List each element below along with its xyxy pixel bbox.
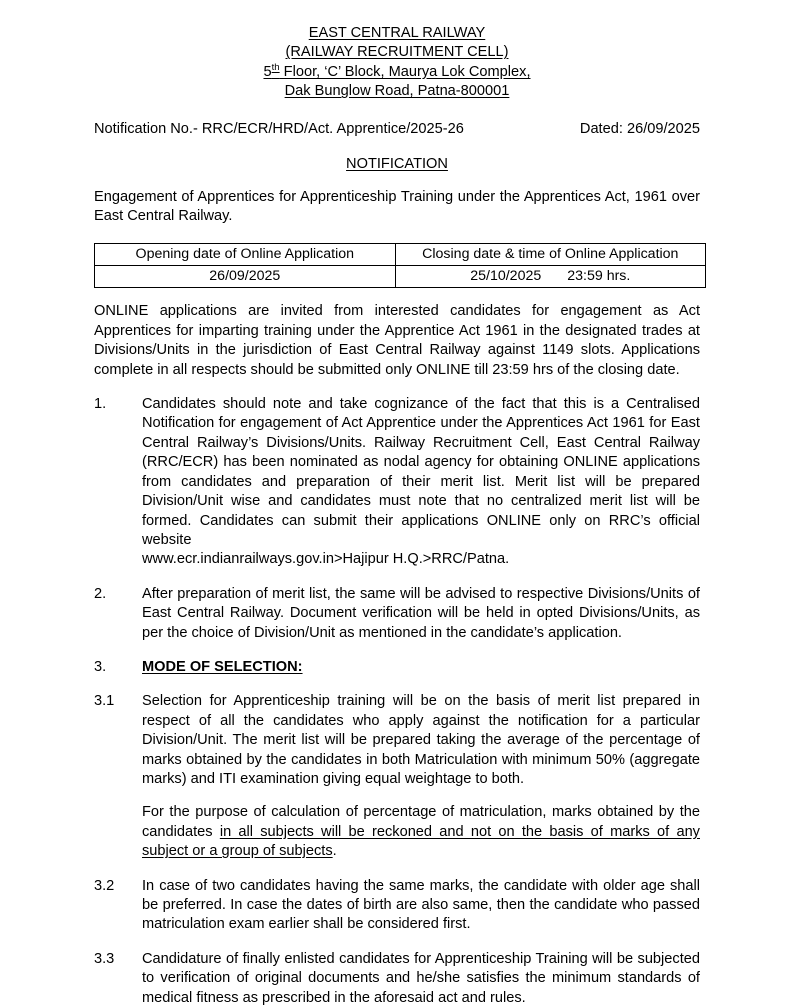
address-line-1 (94, 63, 700, 82)
list-item (94, 877, 700, 935)
address-street-detail: Floor, ‘C’ Block, Maurya Lok Complex, (279, 63, 531, 80)
page-title: NOTIFICATION (346, 155, 448, 172)
item-3-body (142, 658, 700, 677)
item-1-text: Candidates should note and take cognizance of the fact that this is a Centralised Notification for engagement of Act Apprentice under the Apprentices Act 1961 for East Central Railway’s Divisions/Units. Railway Recruitment Cell, East Central Railway (RRC/ECR) has been nominated as nodal agency for obtaining ONLINE applications from candidates and preparation of their merit list. Merit list will be prepared Division/Unit wise and candidates must note that no centralized merit list will be formed. Candidates can submit their applications ONLINE only on RRC’s official website (142, 396, 700, 548)
opening-date-value: 26/09/2025 (95, 266, 396, 288)
list-item (94, 658, 700, 677)
item-3-1-number: 3.1 (94, 693, 115, 710)
item-3-1-body (142, 692, 700, 861)
item-2-body: After preparation of merit list, the same will be advised to respective Divisions/Units of East Central Railway. Document verification will be held in opted Divisions/Units, as per the choice of Division/Unit as mentioned in the candidate’s application. (142, 585, 700, 641)
closing-date-value: 25/10/2025 (470, 267, 542, 284)
item-2-number: 2. (94, 585, 107, 602)
address-floor-ordinal-suffix: th (271, 61, 280, 73)
item-1-website: www.ecr.indianrailways.gov.in>Hajipur H.Q.>RRC/Patna. (142, 551, 510, 568)
list-item (94, 585, 700, 643)
important-dates-table (94, 243, 706, 288)
item-3-number: 3. (94, 658, 107, 675)
notification-date: Dated: 26/09/2025 (579, 120, 700, 137)
item-3-2-number: 3.2 (94, 877, 115, 894)
item-3-1-subparagraph (142, 803, 700, 861)
item-3-3-body: Candidature of finally enlisted candidates for Apprenticeship Training will be subjected to verification of original documents and he/she satisfies the minimum standards of medical fitness as prescribed in the aforesaid act and rules. (142, 950, 700, 1006)
department-name: (RAILWAY RECRUITMENT CELL) (285, 44, 509, 61)
item-1-number: 1. (94, 396, 107, 413)
item-3-1-sub-text-before: For the purpose of calculation of percentage of matriculation, marks obtained by the candidates (142, 804, 700, 840)
item-1-body (142, 395, 700, 570)
list-item (94, 395, 700, 570)
closing-date-value-cell (395, 266, 705, 288)
item-3-1-sub-text-after: . (332, 843, 337, 860)
item-3-1-text: Selection for Apprenticeship training will be on the basis of merit list prepared in respect of all the candidates who apply against the notification for a particular Division/Unit. The merit list will be prepared taking the average of the percentage of marks obtained by the candidates in both Matriculation with minimum 50% (aggregate marks) and ITI examination giving equal weightage to both. (142, 693, 700, 787)
notification-number: Notification No.- RRC/ECR/HRD/Act. Apprentice/2025-26 (94, 120, 464, 137)
mode-of-selection-heading: MODE OF SELECTION: (142, 658, 303, 675)
item-3-3-number: 3.3 (94, 950, 115, 967)
list-item (94, 692, 700, 861)
intro-paragraph: Engagement of Apprentices for Apprenticeship Training under the Apprentices Act, 1961 over East Central Railway. (94, 188, 700, 225)
opening-date-header: Opening date of Online Application (95, 244, 396, 266)
table-row (95, 266, 706, 288)
address-line-2: Dak Bunglow Road, Patna-800001 (284, 83, 510, 100)
organization-name: EAST CENTRAL RAILWAY (308, 25, 486, 41)
letterhead (94, 24, 700, 102)
address-floor-number: 5 (263, 63, 272, 80)
item-3-2-body: In case of two candidates having the same marks, the candidate with older age shall be preferred. In case the dates of birth are also same, then the candidate who passed matriculation exam earlier shall be considered first. (142, 877, 700, 933)
item-3-1-sub-text-underlined: in all subjects will be reckoned and not on the basis of marks of any subject or a group of subjects (142, 823, 700, 860)
closing-date-header: Closing date & time of Online Application (395, 244, 705, 266)
list-item (94, 950, 700, 1008)
notification-meta-row (94, 120, 700, 139)
closing-time-value: 23:59 hrs. (567, 267, 631, 284)
online-application-paragraph: ONLINE applications are invited from interested candidates for engagement as Act Apprentices for imparting training under the Apprentice Act 1961 in the designated trades at Divisions/Units in the jurisdiction of East Central Railway against 1149 slots. Applications complete in all respects should be submitted only ONLINE till 23:59 hrs of the closing date. (94, 303, 700, 378)
table-row (95, 244, 706, 266)
